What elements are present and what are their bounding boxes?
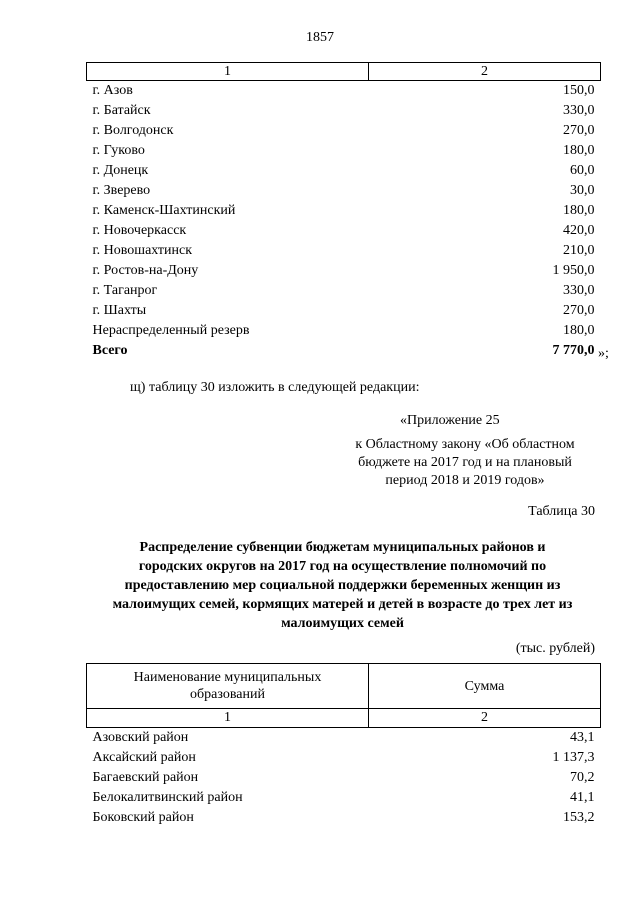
amount-value: 41,1: [570, 790, 595, 805]
table-header-row: [87, 63, 601, 81]
column-number-2: 2: [369, 709, 601, 728]
law-line: период 2018 и 2019 годов»: [385, 473, 545, 488]
intro-text: щ) таблицу 30 изложить в следующей редакции:: [130, 380, 420, 395]
amount-value: 60,0: [570, 163, 595, 178]
amount-value: 43,1: [570, 730, 595, 745]
heading-line: малоимущих семей: [281, 616, 404, 631]
column-number-2: 2: [369, 63, 601, 81]
amount-value: 150,0: [563, 83, 595, 98]
table-row: [87, 808, 601, 828]
municipality-name: г. Батайск: [92, 103, 151, 118]
municipality-name: г. Зверево: [92, 183, 151, 198]
municipality-name: Нераспределенный резерв: [92, 323, 250, 338]
table-row: [87, 321, 601, 341]
header-name-column: [87, 664, 369, 709]
table-row: [87, 301, 601, 321]
table-heading: [90, 538, 595, 633]
total-value: 7 770,0: [552, 343, 595, 358]
municipality-name: Багаевский район: [92, 770, 199, 785]
law-line: бюджете на 2017 год и на плановый: [358, 455, 572, 470]
total-label: Всего: [92, 343, 128, 358]
municipality-name: г. Азов: [92, 83, 133, 98]
unit-label: (тыс. рублей): [515, 641, 595, 656]
table-row: [87, 728, 601, 749]
amount-value: 1 137,3: [552, 750, 595, 765]
amount-value: 330,0: [563, 283, 595, 298]
table-row: [87, 768, 601, 788]
municipality-name: Аксайский район: [92, 750, 196, 765]
subsidy-table-2: [86, 663, 601, 828]
table-row: [87, 281, 601, 301]
header-name-text: Наименование муниципальных образований: [133, 670, 322, 702]
table-number-row: [87, 709, 601, 728]
table-row: [87, 201, 601, 221]
table-header-row: [87, 664, 601, 709]
amount-value: 420,0: [563, 223, 595, 238]
municipality-name: г. Таганрог: [92, 283, 158, 298]
municipality-name: г. Новошахтинск: [92, 243, 193, 258]
table-row: [87, 788, 601, 808]
amount-value: 1 950,0: [552, 263, 595, 278]
heading-line: городских округов на 2017 год на осуществление полномочий по: [138, 559, 547, 574]
table-row: [87, 261, 601, 281]
subsidy-table-1: [86, 62, 601, 361]
municipality-name: г. Гуково: [92, 143, 145, 158]
table-row: [87, 141, 601, 161]
table-label: Таблица 30: [528, 504, 595, 519]
table-row: [87, 121, 601, 141]
table-row: [87, 241, 601, 261]
amount-value: 180,0: [563, 323, 595, 338]
law-line: к Областному закону «Об областном: [355, 437, 575, 452]
amount-value: 270,0: [563, 123, 595, 138]
law-reference: [335, 436, 595, 490]
municipality-name: Боковский район: [92, 810, 194, 825]
municipality-name: г. Каменск-Шахтинский: [92, 203, 236, 218]
municipality-name: г. Новочеркасск: [92, 223, 187, 238]
table-row: [87, 748, 601, 768]
amount-value: 330,0: [563, 103, 595, 118]
heading-line: предоставлению мер социальной поддержки беременных женщин из: [124, 578, 561, 593]
closing-quote: »;: [598, 346, 609, 361]
municipality-name: г. Шахты: [92, 303, 147, 318]
heading-line: малоимущих семей, кормящих матерей и детей в возрасте до трех лет из: [112, 597, 573, 612]
municipality-name: г. Ростов-на-Дону: [92, 263, 199, 278]
column-number-1: 1: [87, 709, 369, 728]
amount-value: 210,0: [563, 243, 595, 258]
amount-value: 270,0: [563, 303, 595, 318]
column-number-1: 1: [87, 63, 369, 81]
page-number: 1857: [306, 30, 334, 45]
municipality-name: г. Донецк: [92, 163, 149, 178]
table-row: [87, 161, 601, 181]
total-row: [87, 341, 601, 361]
header-sum-column: Сумма: [369, 664, 601, 709]
municipality-name: г. Волгодонск: [92, 123, 174, 138]
amount-value: 30,0: [570, 183, 595, 198]
amount-value: 70,2: [570, 770, 595, 785]
table-row: [87, 181, 601, 201]
amount-value: 153,2: [563, 810, 595, 825]
table-row: [87, 221, 601, 241]
table-row: [87, 101, 601, 121]
amount-value: 180,0: [563, 203, 595, 218]
municipality-name: Азовский район: [92, 730, 189, 745]
table-row: [87, 81, 601, 102]
amount-value: 180,0: [563, 143, 595, 158]
appendix-title: «Приложение 25: [400, 413, 500, 428]
municipality-name: Белокалитвинский район: [92, 790, 243, 805]
heading-line: Распределение субвенции бюджетам муниципальных районов и: [139, 540, 546, 555]
